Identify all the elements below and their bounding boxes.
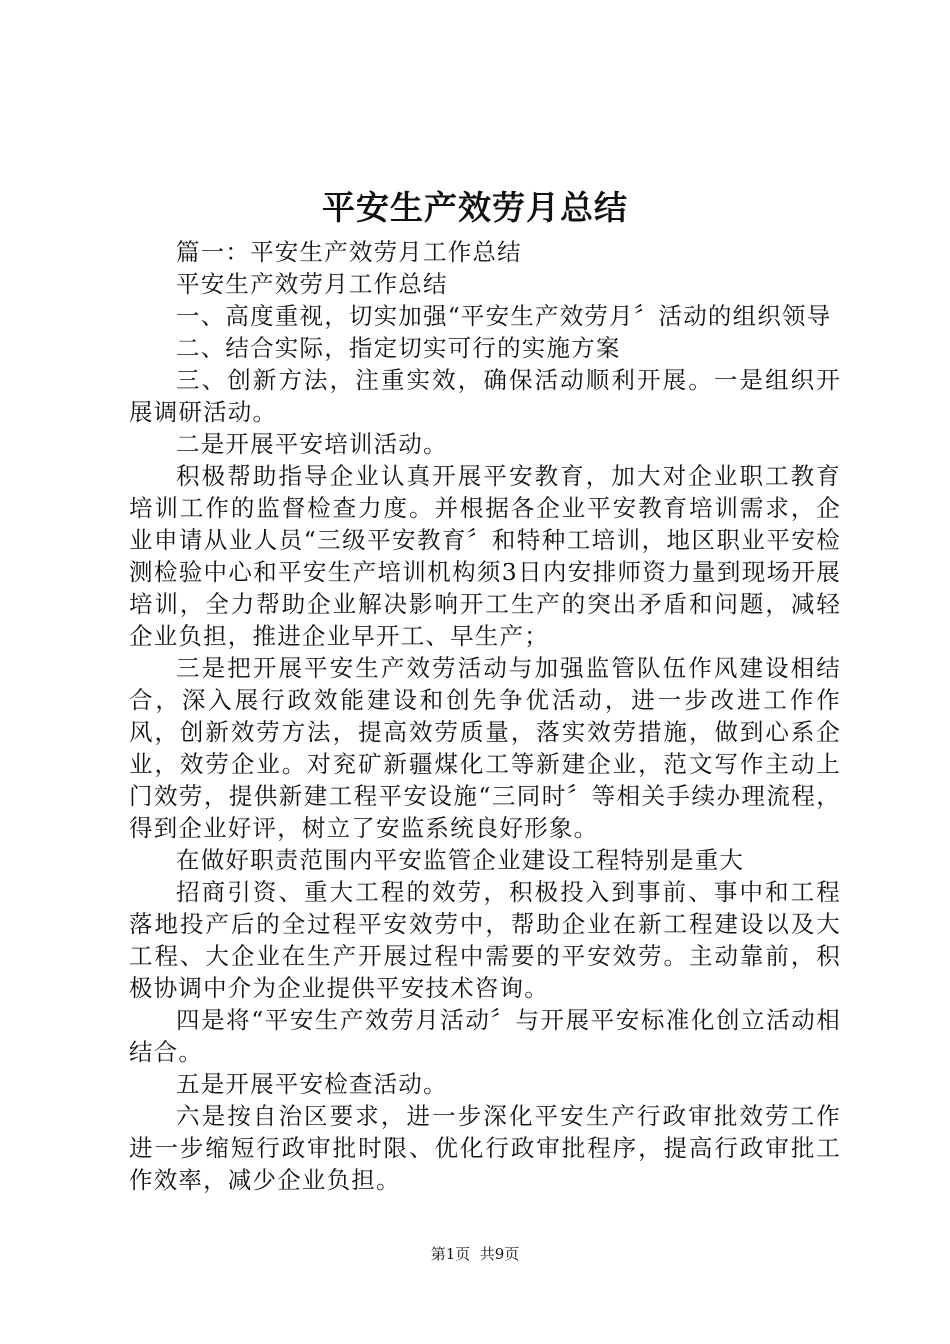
paragraph: 一、高度重视，切实加强“平安生产效劳月〞活动的组织领导 xyxy=(176,302,832,330)
paragraph: 三、创新方法，注重实效，确保活动顺利开展。一是组织开展调研活动。 xyxy=(129,366,841,426)
paragraph: 二、结合实际，指定切实可行的实施方案 xyxy=(176,334,621,362)
paragraph: 篇一：平安生产效劳月工作总结 xyxy=(176,238,522,266)
paragraph: 四是将“平安生产效劳月活动〞与开展平安标准化创立活动相结合。 xyxy=(129,1006,841,1066)
paragraph: 六是按自治区要求，进一步深化平安生产行政审批效劳工作进一步缩短行政审批时限、优化行政审批程序，提高行政审批工作效率，减少企业负担。 xyxy=(129,1102,841,1194)
page-number-label: 第1页 共9页 xyxy=(430,1245,520,1263)
paragraph: 平安生产效劳月工作总结 xyxy=(176,270,448,298)
paragraph: 招商引资、重大工程的效劳，积极投入到事前、事中和工程落地投产后的全过程平安效劳中，帮助企业在新工程建设以及大工程、大企业在生产开展过程中需要的平安效劳。主动靠前，积极协调中介为企业提供平安技术咨询。 xyxy=(129,878,841,1002)
paragraph: 在做好职责范围内平安监管企业建设工程特别是重大 xyxy=(176,846,745,874)
paragraph: 二是开展平安培训活动。 xyxy=(176,430,448,458)
document-title: 平安生产效劳月总结 xyxy=(322,188,628,227)
paragraph: 五是开展平安检查活动。 xyxy=(176,1070,448,1098)
paragraph: 积极帮助指导企业认真开展平安教育，加大对企业职工教育培训工作的监督检查力度。并根据各企业平安教育培训需求，企业申请从业人员“三级平安教育〞和特种工培训，地区职业平安检测检验中心和平安生产培训机构须3日内安排师资力量到现场开展培训，全力帮助企业解决影响开工生产的突出矛盾和问题，减轻企业负担，推进企业早开工、早生产； xyxy=(129,462,841,650)
paragraph: 三是把开展平安生产效劳活动与加强监管队伍作风建设相结合，深入展行政效能建设和创先争优活动，进一步改进工作作风，创新效劳方法，提高效劳质量，落实效劳措施，做到心系企业，效劳企业。对兖矿新疆煤化工等新建企业，范文写作主动上门效劳，提供新建工程平安设施“三同时〞等相关手续办理流程，得到企业好评，树立了安监系统良好形象。 xyxy=(129,654,841,842)
page-footer xyxy=(0,1244,950,1264)
document-body xyxy=(129,236,841,1196)
